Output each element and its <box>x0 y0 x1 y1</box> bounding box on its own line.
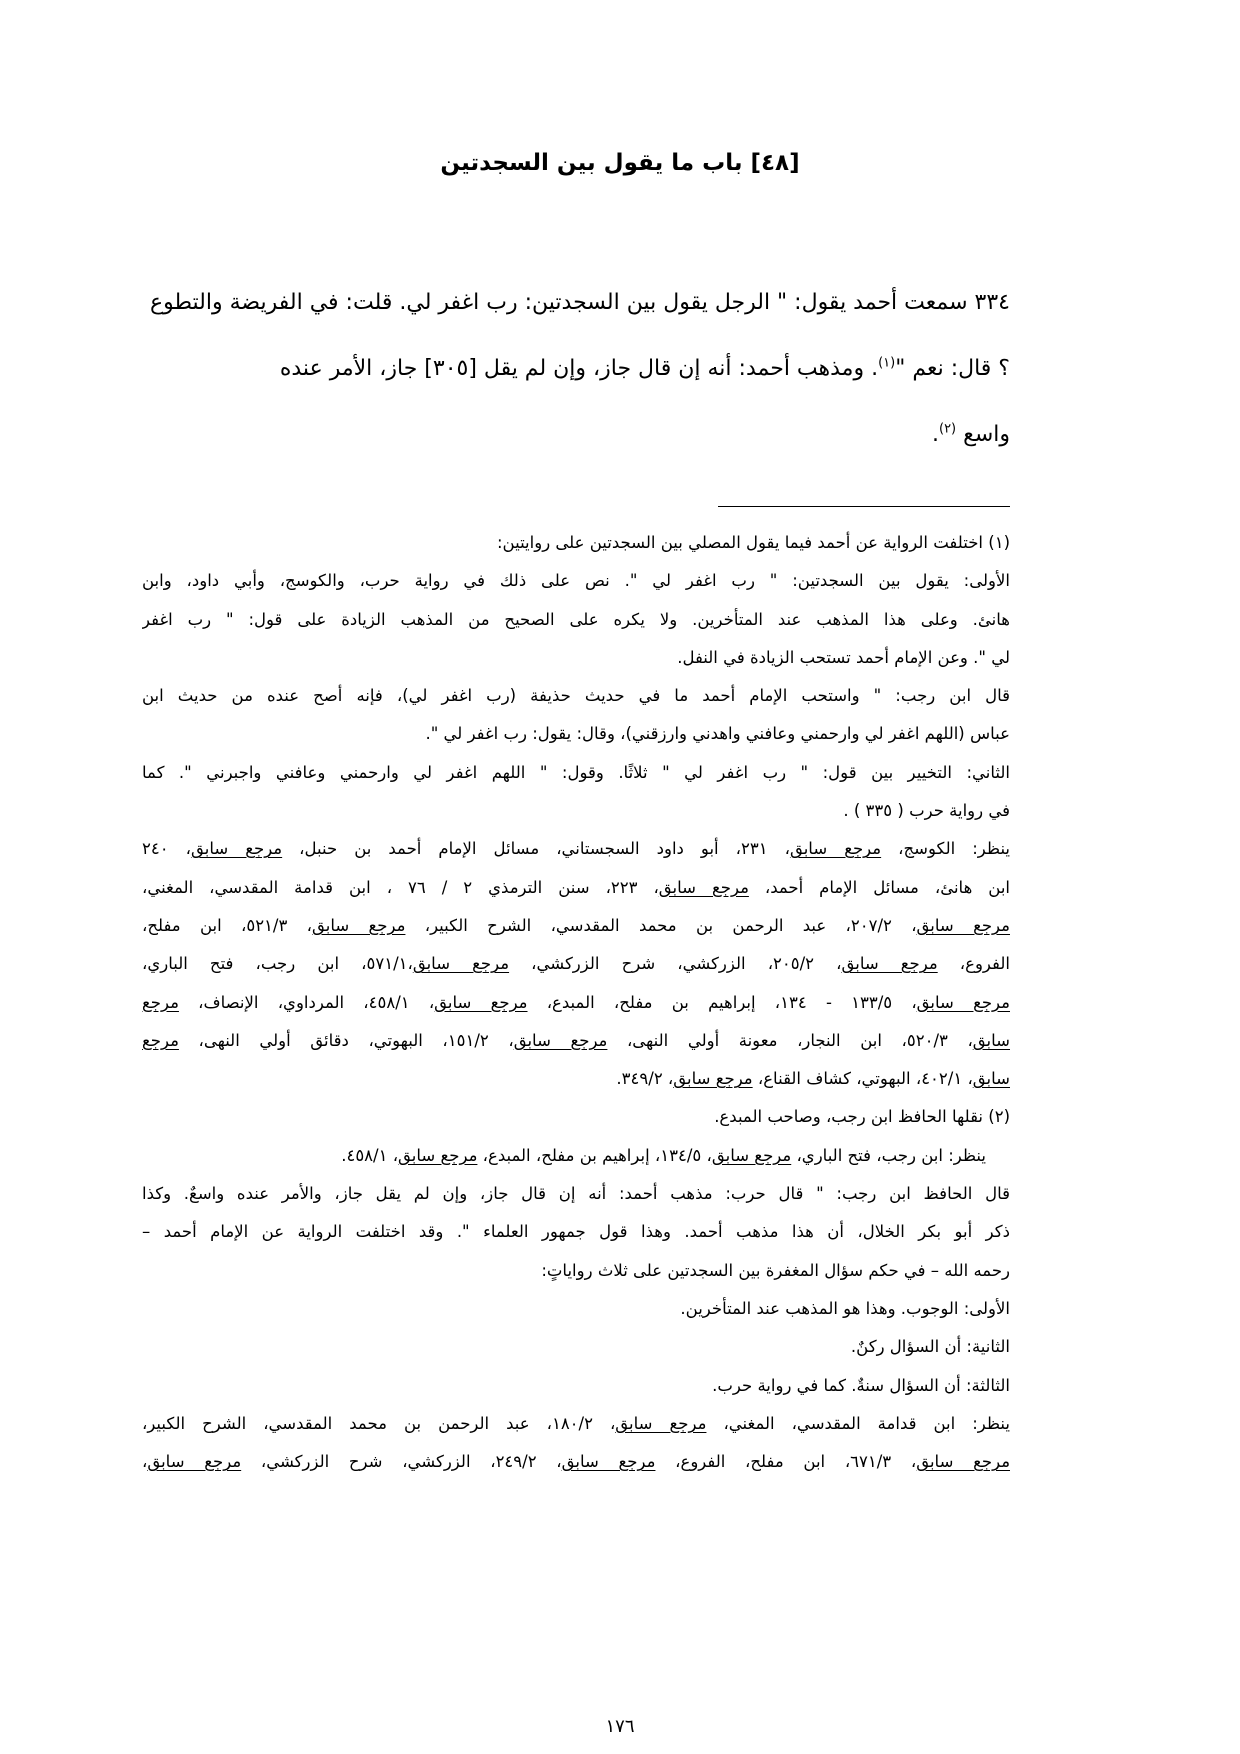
body-text: والتطوع ؟ قال: نعم " <box>150 290 1010 381</box>
footnote-line <box>142 1022 1010 1060</box>
reference-link[interactable]: مرجع سابق <box>916 992 1010 1012</box>
footnote-line <box>142 1137 1010 1175</box>
main-paragraph <box>150 270 1010 468</box>
body-text: ٣٣٤ سمعت أحمد يقول: " الرجل يقول بين السجدتين: رب اغفر لي. قلت: في الفريضة <box>229 290 1010 315</box>
footnote-line: قال ابن رجب: " واستحب الإمام أحمد ما في حديث حذيفة (رب اغفر لي)، فإنه أصح عنده من حديث ابن <box>142 686 1010 706</box>
citation-text: ، ١٣٤/٥، إبراهيم بن مفلح، المبدع، <box>477 1145 712 1165</box>
citation-text: ، ٥٢١/٣، ابن مفلح، <box>142 915 312 935</box>
reference-link[interactable]: سابق <box>972 1069 1010 1089</box>
citation-text: ، ٤٥٨/١، المرداوي، الإنصاف، <box>178 992 435 1012</box>
footnote-line: الثاني: التخيير بين قول: " رب اغفر لي " ثلاثًا. وقول: " اللهم اغفر لي وارحمني وعافني واجبرني ". كما <box>142 762 1010 782</box>
citation-text: ، <box>142 1452 148 1472</box>
citation-text: ، ٦٧١/٣، ابن مفلح، الفروع، <box>655 1452 917 1472</box>
footnote-line: الثانية: أن السؤال ركنٌ. <box>850 1337 1010 1357</box>
footnote-line: في رواية حرب ( ٣٣٥ ) . <box>843 801 1010 821</box>
footnote-line: قال الحافظ ابن رجب: " قال حرب: مذهب أحمد: أنه إن قال جاز، وإن لم يقل جاز، والأمر عنده واسعٌ. وكذا <box>142 1184 1010 1204</box>
reference-link[interactable]: مرجع <box>142 1030 179 1050</box>
reference-link[interactable]: مرجع سابق <box>147 1452 242 1472</box>
body-text: . <box>931 422 939 447</box>
citation-text: ، ١٣٣/٥ - ١٣٤، إبراهيم بن مفلح، المبدع، <box>527 992 917 1012</box>
citation-text: ينظر: ابن قدامة المقدسي، المغني، <box>706 1413 1010 1433</box>
footnote-line: (١) اختلفت الرواية عن أحمد فيما يقول المصلي بين السجدتين على روايتين: <box>496 533 1010 552</box>
reference-link[interactable]: مرجع سابق <box>658 877 749 897</box>
footnote-marker-1[interactable]: (١) <box>878 355 896 371</box>
citation-text: ابن هانئ، مسائل الإمام أحمد، <box>748 877 1010 897</box>
reference-link[interactable]: مرجع سابق <box>916 915 1010 935</box>
footnote-line: الأولى: الوجوب. وهذا هو المذهب عند المتأخرين. <box>680 1298 1010 1318</box>
body-text: . ومذهب أحمد: أنه إن قال جاز، وإن لم يقل [٣٠٥] جاز، الأمر عنده <box>279 356 879 381</box>
footnote-line <box>142 907 1010 945</box>
footnote-line: ذكر أبو بكر الخلال، أن هذا مذهب أحمد. وهذا قول جمهور العلماء ". وقد اختلفت الرواية عن الإمام أحمد – <box>142 1222 1010 1242</box>
footnote-line <box>142 1405 1010 1443</box>
citation-text: ، ٢٠٧/٢، عبد الرحمن بن محمد المقدسي، الشرح الكبير، <box>405 915 917 935</box>
chapter-heading: [٤٨] باب ما يقول بين السجدتين <box>440 150 800 176</box>
footnote-line <box>142 984 1010 1022</box>
reference-link[interactable]: مرجع سابق <box>190 839 283 859</box>
footnote-line: (٢) نقلها الحافظ ابن رجب، وصاحب المبدع. <box>714 1107 1010 1127</box>
footnote-line <box>142 945 1010 983</box>
citation-text: ، ١٥١/٢، البهوتي، دقائق أولي النهى، <box>178 1030 514 1050</box>
citation-text: ، ٢٤٠ <box>142 839 191 859</box>
reference-link[interactable]: مرجع <box>142 992 179 1012</box>
footnote-line <box>142 1443 1010 1481</box>
citation-text: ، ٢٠٥/٢، الزركشي، شرح الزركشي، <box>509 954 842 974</box>
footnote-line: لي ". وعن الإمام أحمد تستحب الزيادة في النفل. <box>677 647 1010 667</box>
footnote-marker-2[interactable]: (٢) <box>938 421 957 437</box>
citation-text: ، ٣٤٩/٢. <box>616 1069 674 1089</box>
citation-text: ، ٥٢٠/٣، ابن النجار، معونة أولي النهى، <box>607 1030 973 1050</box>
footnote-line: هانئ. وعلى هذا المذهب عند المتأخرين. ولا يكره على الصحيح من المذهب الزيادة على قول: " رب اغفر <box>142 609 1010 629</box>
footnote-line: الأولى: يقول بين السجدتين: " رب اغفر لي ". نص على ذلك في رواية حرب، والكوسج، وأبي داود، وابن <box>142 571 1010 591</box>
citation-text: ينظر: ابن رجب، فتح الباري، <box>791 1145 986 1165</box>
reference-link[interactable]: مرجع سابق <box>789 839 882 859</box>
reference-link[interactable]: مرجع سابق <box>434 992 528 1012</box>
citation-text: ، ١٨٠/٢، عبد الرحمن بن محمد المقدسي، الشرح الكبير، <box>142 1413 616 1433</box>
reference-link[interactable]: مرجع سابق <box>673 1069 753 1089</box>
citation-text: ،٥٧١/١، ابن رجب، فتح الباري، <box>142 954 413 974</box>
footnotes-section <box>142 524 1010 1481</box>
reference-link[interactable]: مرجع سابق <box>398 1145 478 1165</box>
footnote-line <box>142 1060 1010 1098</box>
footnote-line: عباس (اللهم اغفر لي وارحمني وعافني واهدني وارزقني)، وقال: يقول: رب اغفر لي ". <box>425 724 1010 744</box>
reference-link[interactable]: سابق <box>972 1030 1010 1050</box>
citation-text: ينظر: الكوسج، <box>881 839 1010 859</box>
reference-link[interactable]: مرجع سابق <box>841 954 938 974</box>
reference-link[interactable]: مرجع سابق <box>561 1452 656 1472</box>
citation-text: ، ٤٥٨/١. <box>341 1145 399 1165</box>
citation-text: ، ٢٢٣، سنن الترمذي ٢ / ٧٦ ، ابن قدامة المقدسي، المغني، <box>142 877 659 897</box>
reference-link[interactable]: مرجع سابق <box>916 1452 1010 1472</box>
reference-link[interactable]: مرجع سابق <box>513 1030 608 1050</box>
footnote-line: رحمه الله – في حكم سؤال المغفرة بين السجدتين على ثلاث رواياتٍ: <box>541 1260 1010 1280</box>
body-text: واسع <box>956 422 1010 447</box>
reference-link[interactable]: مرجع سابق <box>711 1145 792 1165</box>
citation-text: الفروع، <box>937 954 1010 974</box>
citation-text: ، ٢٣١، أبو داود السجستاني، مسائل الإمام أحمد بن حنبل، <box>282 839 790 859</box>
footnote-line: الثالثة: أن السؤال سنةٌ. كما في رواية حرب. <box>712 1375 1010 1395</box>
reference-link[interactable]: مرجع سابق <box>311 915 406 935</box>
page-number: ١٧٦ <box>605 1716 635 1737</box>
reference-link[interactable]: مرجع سابق <box>615 1413 707 1433</box>
citation-text: ، ٢٤٩/٢، الزركشي، شرح الزركشي، <box>241 1452 562 1472</box>
footnote-separator <box>718 506 1010 507</box>
citation-text: ، ٤٠٢/١، البهوتي، كشاف القناع، <box>752 1069 973 1089</box>
footnote-line <box>142 869 1010 907</box>
footnote-line <box>142 830 1010 868</box>
reference-link[interactable]: مرجع سابق <box>412 954 510 974</box>
